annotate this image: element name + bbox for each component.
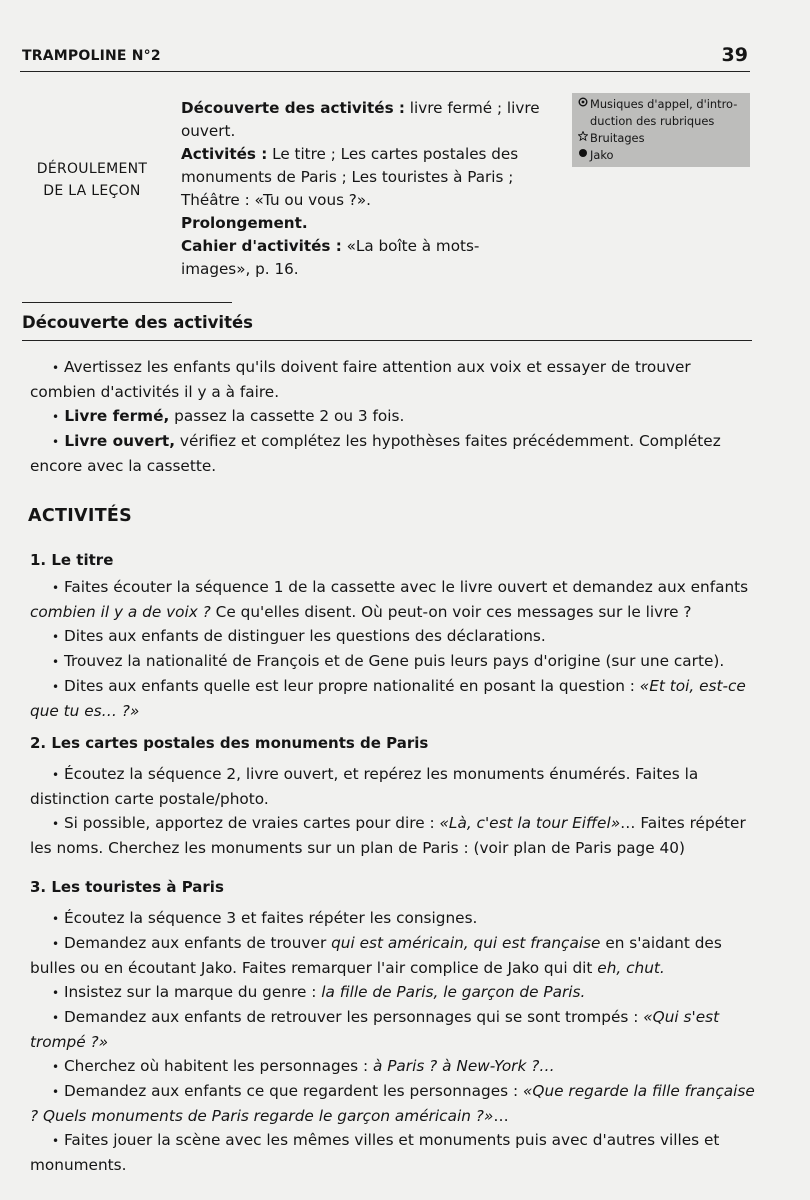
paragraph-italic: «Là, c'est la tour Eiffel» (439, 814, 621, 832)
paragraph-text: passez la cassette 2 ou 3 fois. (169, 407, 405, 425)
bullet-paragraph (30, 1079, 760, 1128)
paragraph-text: Faites écouter la séquence 1 de la cassette avec le livre ouvert et demandez aux enfants (59, 578, 749, 596)
bullet-icon: • (52, 1085, 60, 1099)
bullet-paragraph (30, 762, 760, 811)
paragraph-lead: Livre ouvert, (59, 432, 176, 450)
bullet-paragraph (30, 404, 760, 429)
star-outline-icon (578, 130, 590, 147)
page-number: 39 (721, 44, 748, 66)
outline-item-title: Prolongement. (181, 214, 308, 232)
paragraph-text: Cherchez où habitent les personnages : (59, 1057, 373, 1075)
paragraph-text: Faites jouer la scène avec les mêmes villes et monuments puis avec d'autres villes et monuments. (30, 1131, 720, 1174)
paragraph-text: en s'aidant des bulles ou en écoutant Jako. Faites remarquer l'air complice de Jako qui dit (30, 934, 722, 977)
bullet-icon: • (52, 655, 60, 669)
bullet-icon: • (52, 581, 60, 595)
outline-item-title: Cahier d'activités : (181, 237, 342, 255)
paragraph-italic: «Que regarde la fille française ? Quels monuments de Paris regarde le garçon américain ?» (30, 1082, 755, 1125)
bullet-icon: • (52, 912, 60, 926)
lesson-flow-label (28, 158, 156, 202)
subsection-2-paragraphs (30, 762, 760, 860)
legend-item (578, 147, 744, 164)
bullet-icon: • (52, 1060, 60, 1074)
paragraph-text: Écoutez la séquence 2, livre ouvert, et repérez les monuments énumérés. Faites la distinction carte postale/photo. (30, 765, 699, 808)
paragraph-text: Insistez sur la marque du genre : (59, 983, 322, 1001)
bullet-paragraph (30, 811, 760, 860)
paragraph-text: … Faites répéter les noms. Cherchez les monuments sur un plan de Paris : (voir plan de Paris page 40) (30, 814, 746, 857)
paragraph-text: Demandez aux enfants ce que regardent les personnages : (59, 1082, 523, 1100)
bullet-paragraph (30, 674, 760, 723)
bullet-paragraph (30, 931, 760, 980)
bullet-paragraph (30, 429, 760, 478)
paragraph-italic: la fille de Paris, le garçon de Paris. (321, 983, 586, 1001)
subsection-1-paragraphs (30, 575, 760, 723)
outline-item-text: Le titre ; Les cartes postales des monuments de Paris ; Les touristes à Paris ; Théâtre : «Tu ou vous ?». (181, 145, 519, 209)
bullet-icon: • (52, 410, 60, 424)
paragraph-italic: qui est américain, qui est française (331, 934, 601, 952)
bullet-paragraph (30, 980, 760, 1005)
bullet-icon: • (52, 361, 60, 375)
bullet-icon: • (52, 986, 60, 1000)
paragraph-italic: combien il y a de voix ? (30, 603, 211, 621)
bullet-paragraph (30, 1005, 760, 1054)
bullet-paragraph (30, 1054, 760, 1079)
paragraph-text: Écoutez la séquence 3 et faites répéter les consignes. (59, 909, 478, 927)
paragraph-text: Demandez aux enfants de retrouver les personnages qui se sont trompés : (59, 1008, 644, 1026)
legend-item-label: Musiques d'appel, d'intro- (590, 97, 738, 111)
legend-item-label: Bruitages (590, 131, 645, 145)
outline-item-title: Découverte des activités : (181, 99, 405, 117)
section-divider (22, 302, 232, 303)
paragraph-italic: eh, chut. (597, 959, 665, 977)
bullet-icon: • (52, 435, 60, 449)
subsection-heading: 1. Le titre (30, 551, 114, 569)
paragraph-italic: «Et toi, est-ce que tu es… ?» (30, 677, 746, 720)
paragraph-italic: «Qui s'est trompé ?» (30, 1008, 720, 1051)
bullet-icon: • (52, 937, 60, 951)
outline-item (181, 212, 546, 235)
section-heading: Découverte des activités (22, 313, 253, 332)
bullet-icon: • (52, 1134, 60, 1148)
bullet-paragraph (30, 624, 760, 649)
bullet-icon: • (52, 680, 60, 694)
outline-item (181, 97, 546, 143)
outline-item-text: «La boîte à mots-images», p. 16. (181, 237, 480, 278)
outline-item-text: livre fermé ; livre ouvert. (181, 99, 540, 140)
paragraph-italic: à Paris ? à New-York ?… (372, 1057, 555, 1075)
legend-item-label: Jako (590, 148, 614, 162)
bullet-paragraph (30, 906, 760, 931)
paragraph-text: Dites aux enfants de distinguer les questions des déclarations. (59, 627, 546, 645)
subsection-3-paragraphs (30, 906, 760, 1177)
audio-legend-box (572, 93, 750, 167)
bullet-paragraph (30, 649, 760, 674)
paragraph-text: Si possible, apportez de vraies cartes pour dire : (59, 814, 440, 832)
bullet-paragraph (30, 355, 760, 404)
paragraph-text: Ce qu'elles disent. Où peut-on voir ces messages sur le livre ? (210, 603, 692, 621)
filled-circle-icon (578, 147, 590, 164)
legend-item-label-cont: duction des rubriques (590, 114, 715, 128)
lesson-outline (181, 97, 546, 281)
paragraph-text: … (493, 1107, 509, 1125)
bullet-icon: • (52, 630, 60, 644)
bullet-icon: • (52, 1011, 60, 1025)
lesson-flow-label-line: DÉROULEMENT (36, 161, 148, 177)
outline-item (181, 235, 546, 281)
circle-dot-icon (578, 96, 590, 113)
outline-item-title: Activités : (181, 145, 268, 163)
section-rule (22, 340, 752, 341)
paragraph-text: Dites aux enfants quelle est leur propre nationalité en posant la question : (59, 677, 640, 695)
subsection-heading: 2. Les cartes postales des monuments de Paris (30, 734, 429, 752)
legend-item (578, 130, 744, 147)
paragraph-lead: Livre fermé, (59, 407, 170, 425)
paragraph-text: Trouvez la nationalité de François et de Gene puis leurs pays d'origine (sur une carte). (59, 652, 725, 670)
paragraph-text: Demandez aux enfants de trouver (59, 934, 332, 952)
bullet-icon: • (52, 768, 60, 782)
paragraph-text: vérifiez et complétez les hypothèses faites précédemment. Complétez encore avec la cassette. (30, 432, 721, 475)
bullet-icon: • (52, 817, 60, 831)
discovery-paragraphs (30, 355, 760, 478)
bullet-paragraph (30, 575, 760, 624)
activities-heading: ACTIVITÉS (28, 506, 133, 526)
subsection-heading: 3. Les touristes à Paris (30, 878, 224, 896)
paragraph-text: Avertissez les enfants qu'ils doivent faire attention aux voix et essayer de trouver combien d'activités il y a à faire. (30, 358, 691, 401)
outline-item (181, 143, 546, 212)
bullet-paragraph (30, 1128, 760, 1177)
lesson-flow-label-line: DE LA LEÇON (43, 183, 141, 199)
legend-item (578, 96, 744, 113)
header-rule (20, 71, 750, 72)
running-header-title: TRAMPOLINE N°2 (22, 48, 161, 64)
